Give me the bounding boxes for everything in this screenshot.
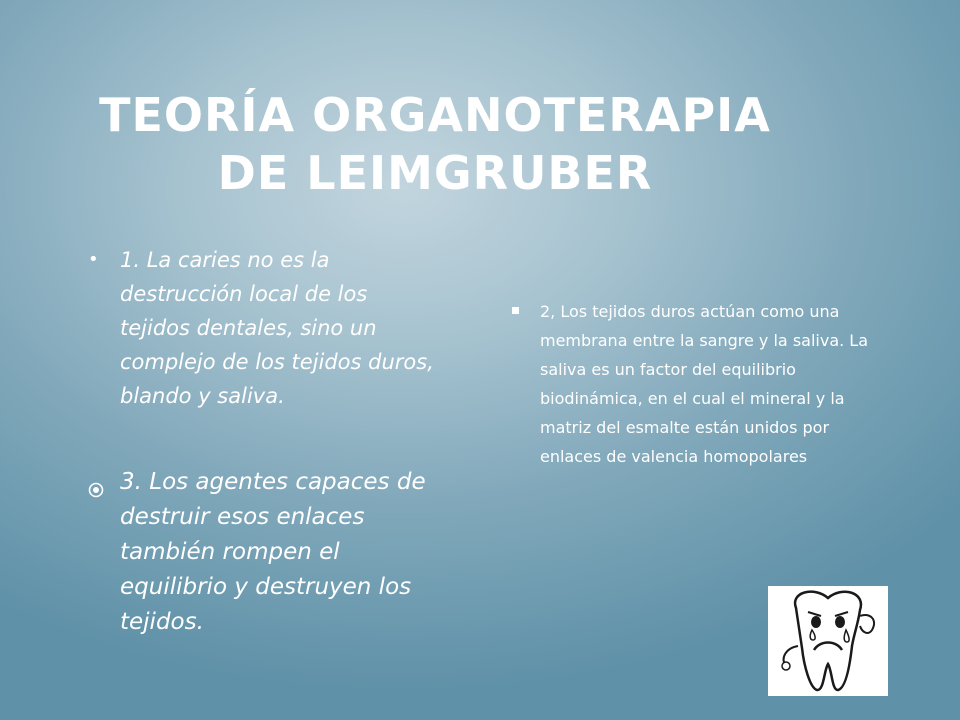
title-line-1: TEORÍA ORGANOTERAPIA xyxy=(99,88,771,142)
slide-title xyxy=(40,86,830,202)
circle-target-bullet-icon xyxy=(88,465,120,509)
left-text-column xyxy=(88,243,438,640)
list-item-3-text: 3. Los agentes capaces de destruir esos enlaces también rompen el equilibrio y destruyen los tejidos. xyxy=(120,469,426,635)
crying-tooth-icon xyxy=(768,586,888,696)
list-item-1 xyxy=(88,243,438,413)
list-item-2 xyxy=(512,297,872,471)
right-text-column xyxy=(512,297,872,471)
list-item-2-text: 2, Los tejidos duros actúan como una membrana entre la sangre y la saliva. La saliva es un factor del equilibrio biodinámica, en el cual el mineral y la matriz del esmalte están unidos por enlaces de valencia homopolares xyxy=(540,302,869,466)
list-item-3 xyxy=(88,465,438,640)
title-line-2: DE LEIMGRUBER xyxy=(217,146,653,200)
round-bullet-icon: • xyxy=(88,249,99,270)
square-bullet-icon xyxy=(512,297,540,314)
list-item-1-text: 1. La caries no es la destrucción local de los tejidos dentales, sino un complejo de los tejidos duros, blando y saliva. xyxy=(120,248,434,408)
